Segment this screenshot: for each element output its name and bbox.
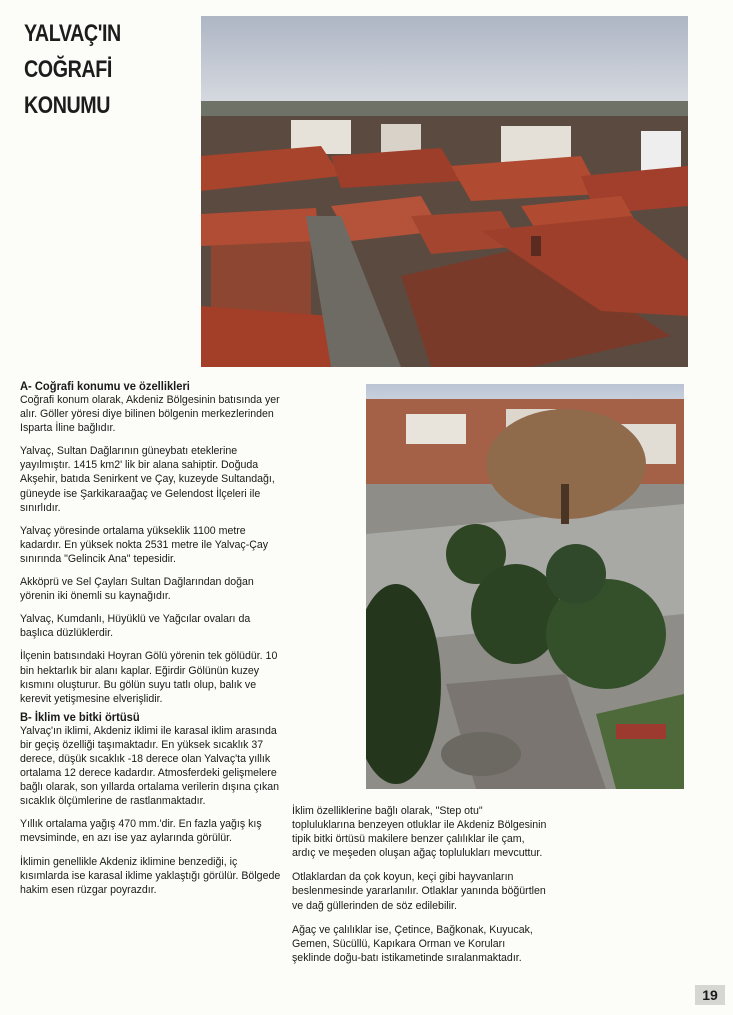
section-b-paragraph: İklimin genellikle Akdeniz iklimine benzediği, iç kısımlarda ise karasal iklime yaklaştığı görülür. Bölgede hakim esen rüzgar poyrazdır. (20, 855, 281, 896)
title-line: KONUMU (24, 92, 111, 119)
section-a-paragraph: Coğrafi konum olarak, Akdeniz Bölgesinin batısında yer alır. Göller yöresi diye bilinen bölgenin merkezlerinden Isparta İline bağlıdır. (20, 394, 280, 435)
section-a-heading: A- Coğrafi konumu ve özellikleri (20, 379, 190, 393)
title-line: COĞRAFİ (24, 56, 112, 83)
section-a-paragraph: Yalvaç, Sultan Dağlarının güneybatı eteklerine yayılmıştır. 1415 km2' lik bir alana sahiptir. Doğuda Akşehir, batıda Senirkent ve Çay, kuzeyde Sultandağı, güneyde ise Şarkikaraağaç ve Gelendost İlçeleri ile sınırlıdır. (20, 445, 275, 514)
section-a-paragraph: Akköprü ve Sel Çayları Sultan Dağlarından doğan yörenin iki önemli su kaynağıdır. (20, 576, 254, 603)
town-square-photo (366, 384, 684, 789)
page-title (24, 16, 163, 124)
section-b-paragraph: Yıllık ortalama yağış 470 mm.'dir. En fazla yağış kış mevsiminde, en azı ise yaz aylarında görülür. (20, 818, 262, 845)
town-rooftops-photo (201, 16, 688, 367)
section-a-paragraph: Yalvaç yöresinde ortalama yükseklik 1100 metre kadardır. En yüksek nokta 2531 metre ile Yalvaç-Çay sınırında "Gelincik Ana" tepesidir. (20, 524, 269, 565)
section-b-paragraph: İklim özelliklerine bağlı olarak, "Step otu" topluluklarına benzeyen otluklar ile Akdeniz Bölgesinin tipik bitki örtüsü makilere benzer çalılıklar ile çam, ardıç ve meşeden oluşan ağaç toplulukları mevcuttur. (292, 805, 547, 860)
page-number: 19 (695, 985, 725, 1005)
section-b-continued-column (292, 804, 547, 975)
title-line: YALVAÇ'IN (24, 20, 121, 47)
section-b-heading: B- İklim ve bitki örtüsü (20, 709, 140, 724)
section-b-paragraph: Otlaklardan da çok koyun, keçi gibi hayvanların beslenmesinde yararlanılır. Otlaklar yanında böğürtlen ve dağ güllerinden de söz edilebilir. (292, 871, 546, 912)
section-b-paragraph: Yalvaç'ın iklimi, Akdeniz iklimi ile karasal iklim arasında bir geçiş özelliği taşımaktadır. En yüksek sıcaklık 37 derece, düşük sıcaklık -18 derece olan Yalvaç'ta yıllık ortalama 12 derece kadardır. Atmosferdeki gelişmelere bağlı olarak, son yıllarda ortalama verilerin dışına çıkan sıcaklık ölçümlerine de rastlanmaktadır. (20, 724, 280, 808)
section-b-paragraph: Ağaç ve çalılıklar ise, Çetince, Bağkonak, Kuyucak, Gemen, Sücüllü, Kapıkara Orman ve Koruları şeklinde doğu-batı istikametinde sıralanmaktadır. (292, 923, 533, 964)
section-a-column (20, 379, 280, 906)
section-a-paragraph: Yalvaç, Kumdanlı, Hüyüklü ve Yağcılar ovaları da başlıca düzlüklerdir. (20, 613, 251, 640)
section-a-paragraph: İlçenin batısındaki Hoyran Gölü yörenin tek gölüdür. 10 bin hektarlık bir alanı kaplar. Eğirdir Gölünün kuzey kısmını oluşturur. Bu gölün suyu tatlı olup, balık ve kerevit yetişmesine elverişlidir. (20, 650, 278, 705)
